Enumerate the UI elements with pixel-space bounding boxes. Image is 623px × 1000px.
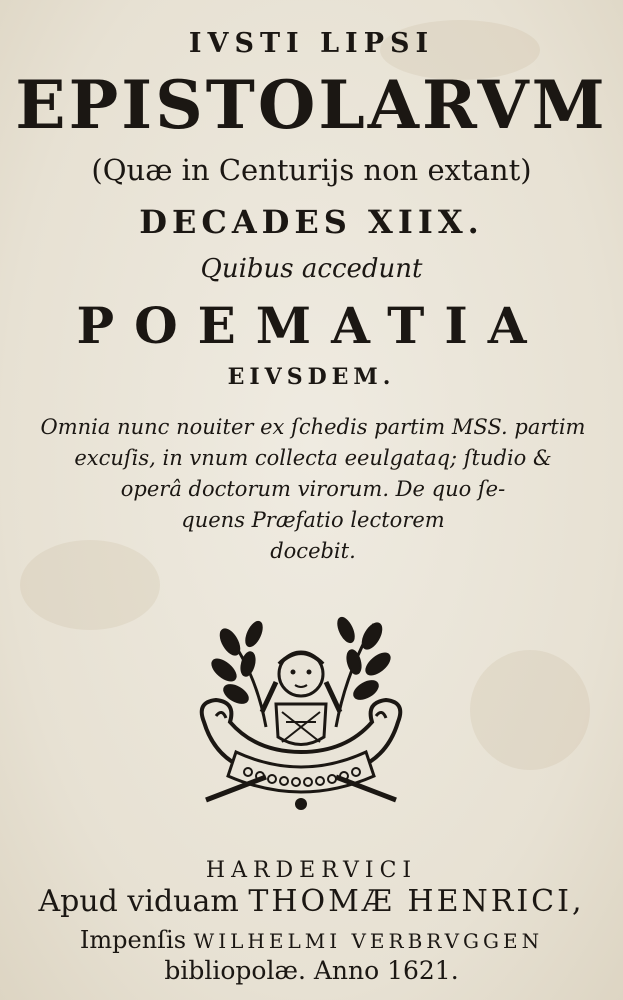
description-line: docebit. — [270, 539, 356, 563]
imprint-printer-name: THOMÆ HENRICI, — [248, 884, 585, 919]
description-line: quens Præfatio lectorem — [181, 508, 445, 532]
author-line: IVSTI LIPSI — [188, 28, 435, 59]
poemata-heading: POEMATIA — [76, 296, 547, 355]
imprint-place: HARDERVICI — [205, 858, 418, 883]
quibus-accedunt-line: Quibus accedunt — [200, 254, 423, 284]
imprint-publisher-name: WILHELMI VERBRVGGEN — [193, 929, 544, 953]
paper-stain — [470, 650, 590, 770]
description-paragraph — [30, 412, 596, 567]
imprint-impensis-text: Impenſis — [79, 926, 187, 954]
decades-line: DECADES XIIX. — [139, 203, 484, 241]
imprint-publisher-line — [0, 926, 623, 954]
description-line: excuſis, in vnum collecta eeulgataq; ſtudio & — [74, 446, 552, 470]
imprint-printer-line — [0, 884, 623, 919]
description-line: operâ doctorum virorum. De quo ſe- — [120, 477, 506, 501]
eiusdem-line: EIVSDEM. — [227, 364, 396, 390]
main-title: EPISTOLARVM — [15, 66, 608, 144]
subtitle-parenthetical: (Quæ in Centurijs non extant) — [91, 153, 532, 187]
imprint-bibliopolae-year: bibliopolæ. Anno 1621. — [164, 956, 459, 985]
description-line: Omnia nunc nouiter ex ſchedis partim MSS. partim — [40, 415, 586, 439]
printer-device-emblem — [196, 612, 406, 817]
imprint-apud-text: Apud viduam — [38, 884, 239, 919]
